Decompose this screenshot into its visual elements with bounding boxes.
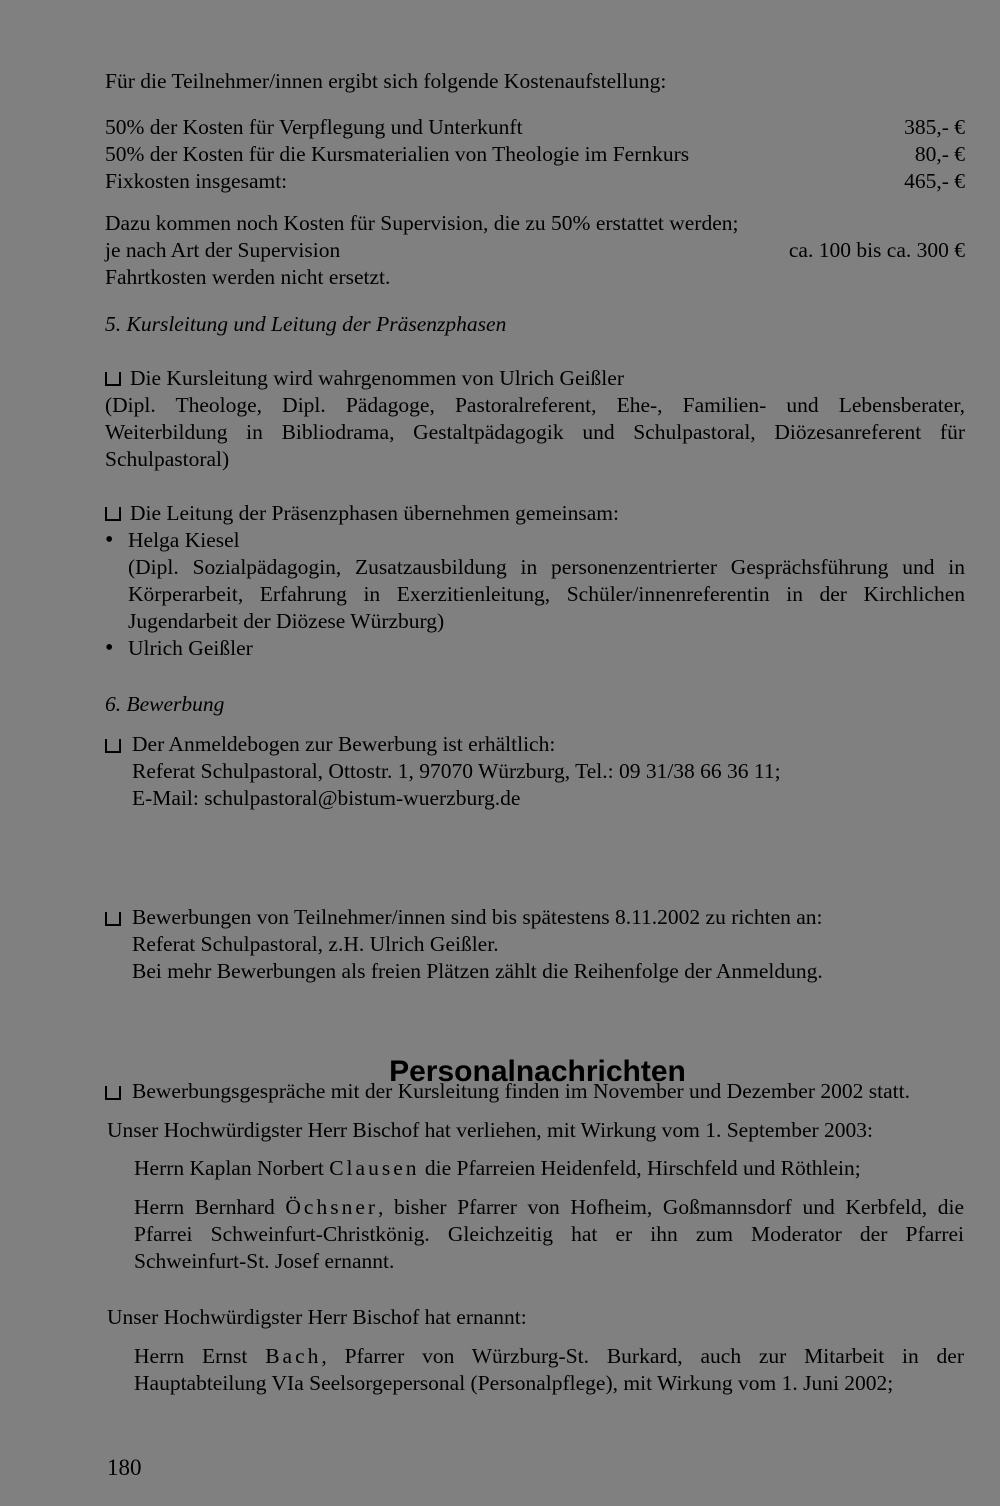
page-number: 180 (107, 1455, 142, 1480)
cost-intro: Für die Teilnehmer/innen ergibt sich folgende Kostenaufstellung: (105, 69, 667, 93)
checkbox-icon (105, 507, 121, 521)
section6-item-form (105, 731, 965, 812)
personal-news-title: Personalnachrichten (389, 1055, 686, 1088)
person-surname: Bach (265, 1344, 322, 1368)
item-text: Die Leitung der Präsenzphasen übernehmen gemeinsam: (130, 501, 619, 525)
entry-text: die Pfarreien Heidenfeld, Hirschfeld und Röthlein; (424, 1156, 861, 1180)
item-text: Referat Schulpastoral, z.H. Ulrich Geißler. (132, 932, 499, 956)
checkbox-icon (105, 912, 121, 926)
person-name: • Ulrich Geißler (128, 636, 253, 660)
person-surname: Öchsner (285, 1195, 379, 1219)
item-line (105, 500, 965, 527)
item-text: Bewerbungen von Teilnehmer/innen sind bis spätestens 8.11.2002 zu richten an: (132, 905, 823, 929)
entry-prefix: Herrn Kaplan Norbert (134, 1156, 324, 1180)
entry-prefix: Herrn Ernst (134, 1344, 248, 1368)
cost-label: 50% der Kosten für Verpflegung und Unterkunft (105, 115, 523, 139)
cost-section (105, 68, 965, 291)
section6-heading: 6. Bewerbung (105, 692, 225, 716)
cost-amount: 385,- € (904, 115, 965, 139)
cost-row (105, 114, 965, 141)
cost-label: 50% der Kosten für die Kursmaterialien von Theologie im Fernkurs (105, 142, 690, 166)
email-text: E-Mail: schulpastoral@bistum-wuerzburg.de (132, 786, 521, 810)
section5-heading: 5. Kursleitung und Leitung der Präsenzphasen (105, 312, 507, 336)
section5-item-phase-lead (105, 500, 965, 662)
item-line (105, 365, 965, 392)
supervision-text: Dazu kommen noch Kosten für Supervision, die zu 50% erstattet werden; (105, 211, 739, 235)
person-description: (Dipl. Sozialpädagogin, Zusatzausbildung in personenzentrierter Gesprächsführung und in Körperarbeit, Erfahrung in Exerzitienleitung, Schüler/innenreferentin in der Kirchlichen Jugendarbeit der Diözese Würzburg) (128, 555, 965, 633)
section5-item-course-lead (105, 365, 965, 473)
cost-row (105, 168, 965, 195)
checkbox-icon (105, 739, 121, 753)
cost-amount: 80,- € (914, 142, 965, 166)
person-name: • Helga Kiesel (128, 528, 240, 552)
item-description: (Dipl. Theologe, Dipl. Pädagoge, Pastoralreferent, Ehe-, Familien- und Lebensberater, Weiterbildung in Bibliodrama, Gestaltpädagogik und Schulpastoral, Diözesanreferent für Schulpastoral) (105, 393, 965, 471)
cost-label: Fixkosten insgesamt: (105, 169, 288, 193)
personal-entry (134, 1194, 964, 1275)
cost-row (105, 141, 965, 168)
personal-entry (134, 1155, 861, 1182)
cost-amount: 465,- € (904, 169, 965, 193)
travel-note: Fahrtkosten werden nicht ersetzt. (105, 265, 391, 289)
personal-intro-1: Unser Hochwürdigster Herr Bischof hat verliehen, mit Wirkung vom 1. September 2003: (107, 1118, 874, 1142)
personal-intro-2: Unser Hochwürdigster Herr Bischof hat ernannt: (107, 1305, 527, 1329)
supervision-amount: ca. 100 bis ca. 300 € (788, 238, 965, 262)
item-text: Bei mehr Bewerbungen als freien Plätzen zählt die Reihenfolge der Anmeldung. (132, 959, 823, 983)
item-text: Der Anmeldebogen zur Bewerbung ist erhältlich: (132, 732, 556, 756)
entry-prefix: Herrn Bernhard (134, 1195, 275, 1219)
entry-text: , bisher Pfarrer von Hofheim, Goßmannsdorf und Kerbfeld, die Pfarrei Schweinfurt-Christkönig. Gleichzeitig hat er ihn zum Moderator der Pfarrei Schweinfurt-St. Josef ernannt. (134, 1195, 964, 1273)
checkbox-icon (105, 372, 121, 386)
item-text: Referat Schulpastoral, Ottostr. 1, 97070 Würzburg, Tel.: 09 31/38 66 36 11; (132, 759, 781, 783)
personal-entry (134, 1343, 964, 1397)
section6-item-deadline (105, 904, 965, 985)
list-item (105, 635, 965, 662)
item-text: Die Kursleitung wird wahrgenommen von Ulrich Geißler (130, 366, 624, 390)
list-item (105, 527, 965, 635)
item-text: Bewerbungsgespräche mit der Kursleitung finden im November und Dezember 2002 statt. (132, 1079, 910, 1103)
supervision-row (105, 237, 965, 264)
entry-text: , Pfarrer von Würzburg-St. Burkard, auch zur Mitarbeit in der Hauptabteilung VIa Seelsorgepersonal (Personalpflege), mit Wirkung vom 1. Juni 2002; (134, 1344, 964, 1395)
supervision-label: je nach Art der Supervision (105, 238, 341, 262)
person-surname: Clausen (329, 1156, 420, 1180)
